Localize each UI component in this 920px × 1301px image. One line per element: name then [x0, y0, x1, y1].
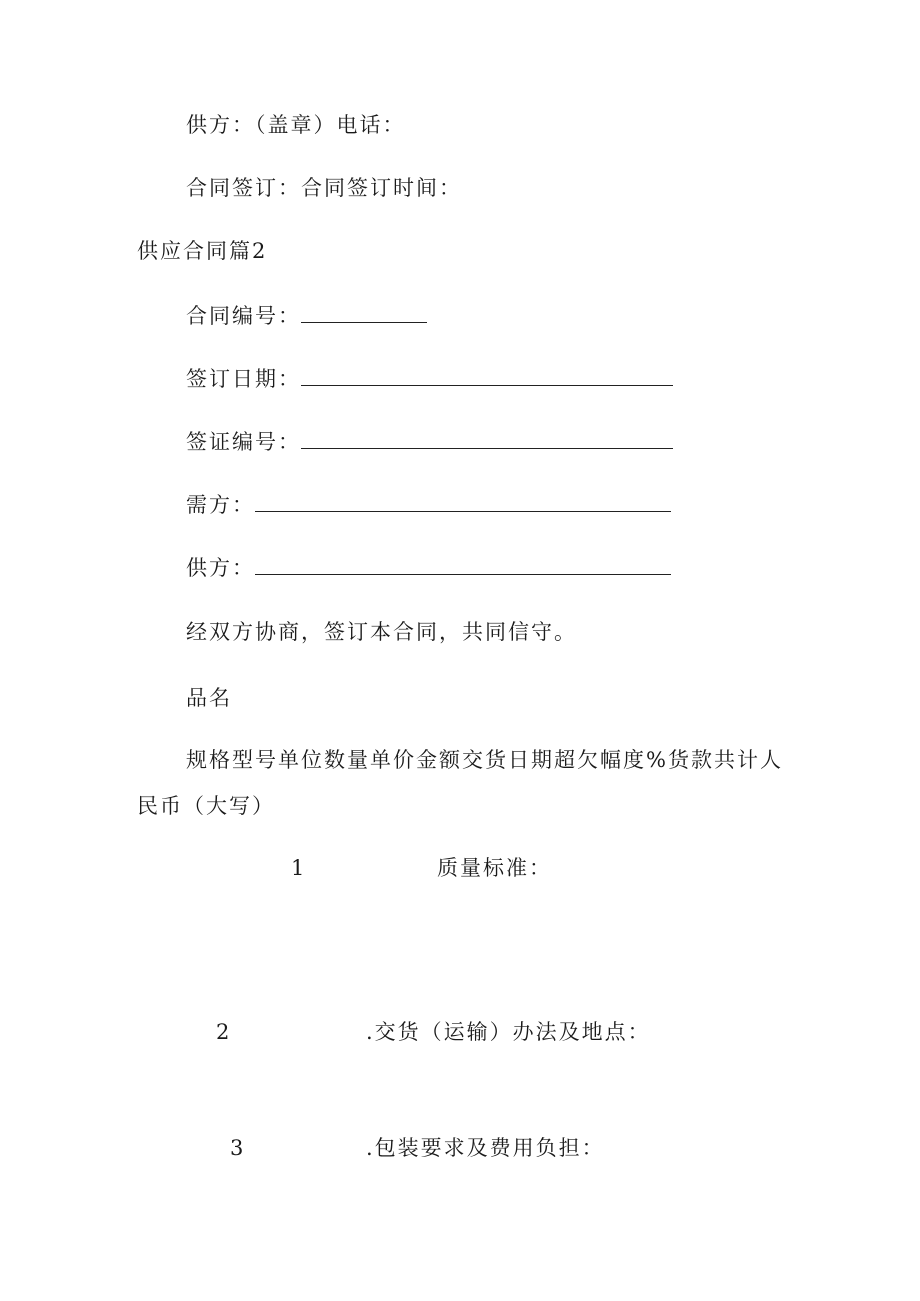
sign-date-blank[interactable] [301, 365, 673, 386]
clause-1-number: 1 [291, 856, 307, 880]
seller-blank[interactable] [255, 554, 671, 575]
clause-3-number: 3 [230, 1136, 246, 1160]
seller-row [186, 553, 671, 583]
contract-number-label: 合同编号： [186, 304, 301, 328]
visa-number-label: 签证编号： [186, 430, 301, 454]
sign-date-label: 签订日期： [186, 367, 301, 391]
seller-label: 供方： [186, 556, 255, 580]
agreement-text: 经双方协商，签订本合同，共同信守。 [186, 620, 577, 644]
section-title: 供应合同篇2 [137, 239, 268, 263]
clause-3-text: .包装要求及费用负担： [366, 1136, 605, 1160]
clause-2-text: .交货（运输）办法及地点： [366, 1020, 651, 1044]
contract-signing-line: 合同签订：合同签订时间： [186, 176, 462, 200]
buyer-row [186, 490, 671, 520]
clause-1-text: 质量标准： [437, 856, 552, 880]
visa-number-blank[interactable] [301, 428, 673, 449]
buyer-label: 需方： [186, 493, 255, 517]
columns-text-line2: 民币（大写） [137, 794, 275, 818]
sign-date-row [186, 364, 673, 394]
contract-number-row [186, 301, 427, 331]
columns-text-line1: 规格型号单位数量单价金额交货日期超欠幅度%货款共计人 [186, 748, 783, 772]
buyer-blank[interactable] [255, 491, 671, 512]
clause-2-number: 2 [216, 1020, 232, 1044]
contract-number-blank[interactable] [301, 302, 427, 323]
visa-number-row [186, 427, 673, 457]
product-name-heading: 品名 [186, 686, 232, 710]
supplier-signature-line: 供方：（盖章）电话： [186, 113, 406, 137]
